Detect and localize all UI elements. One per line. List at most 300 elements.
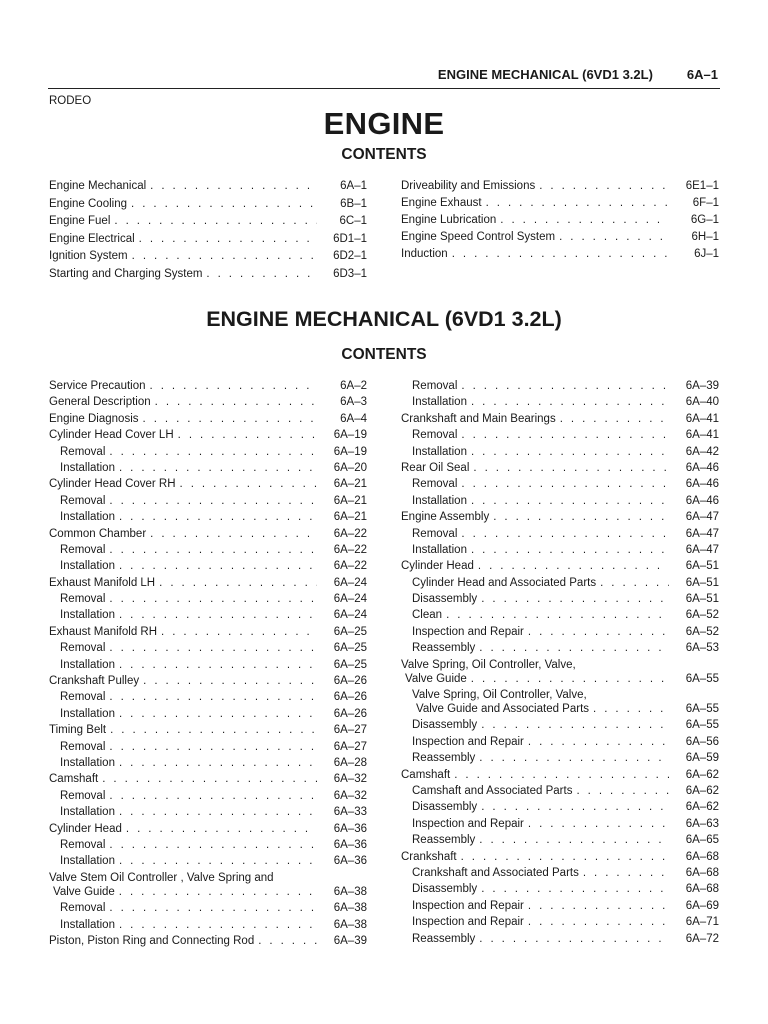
toc-leader-dots bbox=[122, 823, 317, 836]
toc-entry bbox=[49, 528, 367, 541]
toc-entry bbox=[49, 429, 367, 442]
toc-leader-dots bbox=[105, 642, 317, 655]
toc-entry-page: 6A–19 bbox=[333, 445, 367, 458]
toc-entry-label: Starting and Charging System bbox=[49, 267, 203, 280]
toc-entry-page: 6A–47 bbox=[685, 511, 719, 524]
toc-entry-label: Crankshaft bbox=[401, 850, 457, 863]
toc-leader-dots bbox=[139, 413, 317, 426]
toc-leader-dots bbox=[579, 867, 669, 880]
toc-entry-page: 6A–69 bbox=[685, 899, 719, 912]
toc-entry bbox=[49, 268, 367, 281]
toc-entry-label: Camshaft bbox=[49, 773, 99, 786]
toc-leader-dots bbox=[254, 935, 317, 948]
toc-entry bbox=[401, 933, 719, 946]
toc-entry-label: Valve Stem Oil Controller , Valve Spring and bbox=[49, 871, 274, 884]
toc-leader-dots bbox=[115, 757, 317, 770]
toc-entry-label: Cylinder Head bbox=[401, 560, 474, 573]
toc-leader-dots bbox=[146, 528, 317, 541]
toc-leader-dots bbox=[115, 919, 317, 932]
toc-entry-label: Camshaft and Associated Parts bbox=[412, 784, 573, 797]
toc-leader-dots bbox=[105, 544, 317, 557]
toc-leader-dots bbox=[555, 231, 669, 244]
toc-leader-dots bbox=[174, 429, 317, 442]
toc-entry-page: 6A–65 bbox=[685, 834, 719, 847]
toc-entry bbox=[49, 180, 367, 193]
toc-leader-dots bbox=[482, 197, 669, 210]
toc-leader-dots bbox=[524, 626, 669, 639]
toc-leader-dots bbox=[475, 752, 669, 765]
toc-entry bbox=[401, 867, 719, 880]
toc-entry bbox=[401, 626, 719, 639]
toc-entry bbox=[49, 839, 367, 852]
toc-entry-page: 6A–2 bbox=[340, 380, 367, 392]
toc-entry-label: Cylinder Head Cover RH bbox=[49, 478, 176, 491]
toc-entry-label: Installation bbox=[412, 445, 467, 458]
toc-entry-page: 6A–22 bbox=[333, 560, 367, 573]
toc-entry-page: 6A–55 bbox=[685, 719, 719, 732]
toc-leader-dots bbox=[98, 773, 317, 786]
toc-entry bbox=[49, 577, 367, 590]
toc-entry bbox=[401, 818, 719, 831]
toc-entry-page: 6A–22 bbox=[333, 527, 367, 540]
toc-leader-dots bbox=[477, 801, 669, 814]
toc-entry-label: Removal bbox=[60, 494, 106, 507]
toc-leader-dots bbox=[496, 214, 669, 227]
toc-entry-label: Crankshaft Pulley bbox=[49, 675, 140, 688]
toc-entry-page: 6A–55 bbox=[685, 672, 719, 685]
toc-entry-label: Disassembly bbox=[412, 801, 478, 814]
toc-leader-dots bbox=[442, 609, 669, 622]
toc-entry-label: Crankshaft and Main Bearings bbox=[401, 412, 556, 425]
toc-entry-page: 6D1–1 bbox=[333, 232, 367, 245]
toc-entry-label: Ignition System bbox=[49, 250, 128, 262]
toc-entry-label: Exhaust Manifold LH bbox=[49, 576, 156, 589]
toc-entry-label: Installation bbox=[412, 543, 467, 556]
toc-entry bbox=[49, 478, 367, 491]
toc-entry bbox=[49, 757, 367, 770]
toc-entry-page: 6B–1 bbox=[340, 197, 367, 210]
toc-entry-page: 6A–27 bbox=[333, 740, 367, 753]
toc-leader-dots bbox=[556, 413, 669, 426]
toc-entry bbox=[49, 919, 367, 932]
toc-entry-label: Inspection and Repair bbox=[412, 916, 524, 929]
toc-entry-page: 6A–24 bbox=[333, 576, 367, 589]
toc-entry-label: Engine Diagnosis bbox=[49, 412, 139, 425]
toc-entry-label: Installation bbox=[60, 461, 115, 474]
toc-leader-dots bbox=[477, 719, 669, 732]
toc-leader-dots bbox=[467, 396, 669, 409]
toc-entry-page: 6A–56 bbox=[685, 735, 719, 748]
subsection-title: ENGINE MECHANICAL (6VD1 3.2L) bbox=[206, 307, 562, 331]
toc-entry-page: 6A–3 bbox=[340, 396, 367, 409]
toc-leader-dots bbox=[110, 215, 317, 228]
toc-entry-page: 6A–36 bbox=[333, 838, 367, 851]
toc-entry bbox=[49, 215, 367, 228]
toc-entry bbox=[401, 413, 719, 426]
toc-entry bbox=[401, 560, 719, 573]
toc-entry-page: 6A–36 bbox=[333, 822, 367, 835]
toc-entry-page: 6A–25 bbox=[333, 658, 367, 671]
toc-entry-label: Valve Spring, Oil Controller, Valve, bbox=[412, 689, 587, 702]
toc-entry bbox=[401, 214, 719, 227]
toc-entry bbox=[401, 380, 719, 393]
toc-leader-dots bbox=[474, 560, 669, 573]
toc-leader-dots bbox=[105, 790, 317, 803]
toc-entry-page: 6A–38 bbox=[333, 918, 367, 931]
toc-entry-label: Valve Spring, Oil Controller, Valve, bbox=[401, 658, 576, 671]
toc-entry bbox=[401, 528, 719, 541]
toc-leader-dots bbox=[115, 609, 317, 622]
toc-entry bbox=[49, 198, 367, 211]
toc-entry-page: 6A–26 bbox=[333, 691, 367, 704]
toc-entry bbox=[49, 708, 367, 721]
toc-entry bbox=[49, 495, 367, 508]
mech-contents-left bbox=[49, 380, 367, 951]
toc-leader-dots bbox=[469, 462, 669, 475]
toc-entry-label: Installation bbox=[60, 560, 115, 573]
toc-entry-page: 6A–28 bbox=[333, 756, 367, 769]
toc-leader-dots bbox=[535, 180, 669, 193]
toc-entry-page: 6A–4 bbox=[340, 412, 367, 425]
toc-entry-label: Cylinder Head and Associated Parts bbox=[412, 576, 597, 589]
toc-entry bbox=[49, 855, 367, 868]
toc-entry-page: 6A–1 bbox=[340, 180, 367, 192]
toc-leader-dots bbox=[151, 396, 317, 409]
toc-leader-dots bbox=[457, 478, 669, 491]
toc-entry bbox=[49, 609, 367, 622]
toc-leader-dots bbox=[135, 233, 317, 246]
toc-entry bbox=[49, 396, 367, 409]
toc-entry-page: 6A–27 bbox=[333, 724, 367, 737]
toc-entry bbox=[401, 197, 719, 210]
toc-leader-dots bbox=[105, 691, 317, 704]
toc-entry-label: Removal bbox=[412, 429, 458, 442]
toc-entry-label: Removal bbox=[60, 691, 106, 704]
toc-entry-label: Installation bbox=[60, 609, 115, 622]
toc-entry-label: Driveability and Emissions bbox=[401, 180, 536, 192]
toc-entry-label: Removal bbox=[412, 478, 458, 491]
toc-leader-dots bbox=[115, 855, 317, 868]
toc-leader-dots bbox=[467, 446, 669, 459]
toc-leader-dots bbox=[105, 446, 317, 459]
toc-entry-page: 6D2–1 bbox=[333, 250, 367, 262]
toc-entry-label: Installation bbox=[412, 494, 467, 507]
toc-leader-dots bbox=[475, 933, 669, 946]
toc-leader-dots bbox=[105, 902, 317, 915]
toc-leader-dots bbox=[457, 429, 669, 442]
toc-entry-page: 6A–62 bbox=[685, 801, 719, 814]
toc-entry-label: Inspection and Repair bbox=[412, 817, 524, 830]
toc-leader-dots bbox=[146, 380, 317, 393]
toc-entry bbox=[49, 250, 367, 263]
toc-entry-label: Rear Oil Seal bbox=[401, 461, 470, 474]
toc-entry bbox=[401, 673, 719, 686]
toc-leader-dots bbox=[524, 736, 669, 749]
toc-leader-dots bbox=[477, 883, 669, 896]
toc-leader-dots bbox=[457, 528, 669, 541]
toc-entry bbox=[49, 413, 367, 426]
toc-entry bbox=[49, 593, 367, 606]
toc-leader-dots bbox=[457, 851, 669, 864]
toc-leader-dots bbox=[115, 886, 317, 899]
toc-leader-dots bbox=[127, 198, 317, 211]
toc-entry-label: Clean bbox=[412, 609, 443, 622]
toc-entry-page: 6A–46 bbox=[685, 494, 719, 507]
toc-entry-page: 6E1–1 bbox=[685, 180, 719, 192]
toc-entry bbox=[401, 752, 719, 765]
toc-entry bbox=[401, 446, 719, 459]
section-contents-label: CONTENTS bbox=[341, 146, 427, 163]
page-number: 6A–1 bbox=[686, 67, 718, 82]
toc-entry-page: 6A–41 bbox=[685, 429, 719, 442]
toc-entry-label: Reassembly bbox=[412, 752, 476, 765]
toc-entry bbox=[401, 736, 719, 749]
toc-entry-label: Induction bbox=[401, 248, 448, 260]
toc-entry-label: Removal bbox=[60, 902, 106, 915]
section-title: ENGINE bbox=[323, 106, 445, 141]
toc-entry bbox=[401, 180, 719, 193]
toc-entry-page: 6A–47 bbox=[685, 543, 719, 556]
toc-leader-dots bbox=[475, 834, 669, 847]
toc-entry-page: 6A–47 bbox=[685, 527, 719, 540]
toc-entry-label: Installation bbox=[412, 396, 467, 409]
toc-entry bbox=[401, 609, 719, 622]
toc-entry-label: Timing Belt bbox=[49, 724, 107, 737]
toc-entry bbox=[49, 380, 367, 393]
toc-entry-page: 6A–22 bbox=[333, 543, 367, 556]
toc-entry bbox=[49, 691, 367, 704]
toc-leader-dots bbox=[477, 593, 669, 606]
toc-leader-dots bbox=[115, 708, 317, 721]
toc-entry bbox=[401, 248, 719, 261]
toc-entry-label: Engine Fuel bbox=[49, 215, 111, 227]
toc-entry-label: Reassembly bbox=[412, 834, 476, 847]
toc-entry-page: 6A–72 bbox=[685, 932, 719, 945]
toc-leader-dots bbox=[524, 900, 669, 913]
toc-leader-dots bbox=[572, 785, 669, 798]
toc-entry bbox=[49, 823, 367, 836]
toc-entry bbox=[401, 769, 719, 782]
toc-entry-label: Removal bbox=[60, 838, 106, 851]
toc-entry-label: Common Chamber bbox=[49, 527, 147, 540]
toc-entry-page: 6F–1 bbox=[692, 197, 719, 209]
toc-entry-page: 6A–21 bbox=[333, 478, 367, 491]
engine-contents-right bbox=[401, 180, 719, 265]
toc-entry bbox=[401, 785, 719, 798]
engine-contents-left bbox=[49, 180, 367, 285]
toc-entry-label: Removal bbox=[412, 527, 458, 540]
toc-entry-page: 6C–1 bbox=[339, 215, 367, 227]
toc-entry-label: Engine Assembly bbox=[401, 511, 490, 524]
toc-entry-label: Removal bbox=[60, 642, 106, 655]
toc-leader-dots bbox=[467, 544, 669, 557]
toc-entry-page: 6A–71 bbox=[685, 916, 719, 929]
toc-entry-page: 6A–68 bbox=[685, 850, 719, 863]
toc-entry bbox=[401, 883, 719, 896]
toc-entry bbox=[401, 593, 719, 606]
toc-entry-page: 6A–20 bbox=[333, 461, 367, 474]
toc-leader-dots bbox=[115, 560, 317, 573]
toc-leader-dots bbox=[524, 818, 669, 831]
toc-leader-dots bbox=[155, 577, 317, 590]
toc-entry bbox=[49, 806, 367, 819]
toc-entry bbox=[401, 719, 719, 732]
toc-entry-page: 6A–21 bbox=[333, 511, 367, 524]
model-name: RODEO bbox=[49, 95, 92, 107]
toc-leader-dots bbox=[467, 495, 669, 508]
toc-leader-dots bbox=[115, 462, 317, 475]
toc-entry-page: 6A–46 bbox=[685, 478, 719, 491]
toc-entry-label: Installation bbox=[60, 855, 115, 868]
toc-entry-label: General Description bbox=[49, 396, 151, 409]
toc-entry-label: Installation bbox=[60, 918, 115, 931]
toc-entry-label: Cylinder Head Cover LH bbox=[49, 429, 174, 442]
toc-entry-label: Engine Speed Control System bbox=[401, 231, 556, 243]
toc-leader-dots bbox=[115, 659, 317, 672]
toc-entry-page: 6A–53 bbox=[685, 642, 719, 655]
toc-entry bbox=[49, 511, 367, 524]
toc-entry-label: Inspection and Repair bbox=[412, 625, 524, 638]
toc-entry-label: Installation bbox=[60, 806, 115, 819]
toc-entry-page: 6A–32 bbox=[333, 773, 367, 786]
toc-entry-label: Removal bbox=[60, 593, 106, 606]
toc-entry-page: 6A–42 bbox=[685, 445, 719, 458]
toc-entry-page: 6G–1 bbox=[690, 214, 719, 226]
toc-leader-dots bbox=[105, 495, 317, 508]
toc-entry bbox=[401, 231, 719, 244]
toc-leader-dots bbox=[139, 675, 317, 688]
toc-leader-dots bbox=[105, 741, 317, 754]
toc-entry bbox=[401, 900, 719, 913]
toc-entry bbox=[401, 396, 719, 409]
toc-entry-page: 6D3–1 bbox=[333, 267, 367, 280]
toc-entry-page: 6A–41 bbox=[685, 412, 719, 425]
toc-leader-dots bbox=[467, 673, 669, 686]
toc-entry bbox=[49, 935, 367, 948]
toc-leader-dots bbox=[157, 626, 317, 639]
toc-entry-page: 6A–52 bbox=[685, 625, 719, 638]
toc-entry-label: Valve Guide and Associated Parts bbox=[416, 703, 590, 716]
toc-leader-dots bbox=[105, 839, 317, 852]
toc-entry-label: Removal bbox=[60, 789, 106, 802]
toc-entry bbox=[49, 790, 367, 803]
toc-entry bbox=[49, 233, 367, 246]
toc-entry-page: 6A–26 bbox=[333, 707, 367, 720]
toc-entry-label: Installation bbox=[60, 658, 115, 671]
toc-entry-label: Removal bbox=[60, 543, 106, 556]
toc-entry bbox=[401, 544, 719, 557]
toc-entry-page: 6A–39 bbox=[685, 380, 719, 392]
toc-entry-label: Disassembly bbox=[412, 883, 478, 896]
toc-entry-label: Removal bbox=[60, 445, 106, 458]
toc-leader-dots bbox=[105, 593, 317, 606]
toc-entry-page: 6A–59 bbox=[685, 752, 719, 765]
mech-contents-right bbox=[401, 380, 719, 949]
toc-entry-label: Inspection and Repair bbox=[412, 735, 524, 748]
toc-leader-dots bbox=[115, 511, 317, 524]
toc-entry-page: 6A–40 bbox=[685, 396, 719, 409]
toc-entry bbox=[49, 446, 367, 459]
toc-entry-label: Inspection and Repair bbox=[412, 899, 524, 912]
toc-entry-page: 6A–46 bbox=[685, 461, 719, 474]
toc-leader-dots bbox=[115, 806, 317, 819]
toc-entry bbox=[49, 626, 367, 639]
toc-entry-page: 6A–33 bbox=[333, 806, 367, 819]
toc-entry bbox=[49, 560, 367, 573]
toc-entry-page: 6A–62 bbox=[685, 768, 719, 781]
toc-leader-dots bbox=[146, 180, 317, 193]
toc-leader-dots bbox=[475, 642, 669, 655]
toc-entry-page: 6A–26 bbox=[333, 675, 367, 688]
toc-entry bbox=[401, 916, 719, 929]
toc-entry bbox=[49, 544, 367, 557]
toc-entry-label: Installation bbox=[60, 511, 115, 524]
toc-entry-page: 6A–51 bbox=[685, 593, 719, 606]
toc-entry bbox=[401, 642, 719, 655]
toc-entry bbox=[401, 834, 719, 847]
toc-entry-label: Engine Exhaust bbox=[401, 197, 482, 209]
toc-entry bbox=[49, 872, 367, 885]
toc-leader-dots bbox=[524, 916, 669, 929]
toc-entry bbox=[401, 689, 719, 702]
toc-leader-dots bbox=[489, 511, 669, 524]
toc-entry-label: Valve Guide bbox=[405, 672, 467, 685]
toc-entry-label: Service Precaution bbox=[49, 380, 146, 392]
toc-entry-page: 6A–32 bbox=[333, 789, 367, 802]
toc-entry-label: Reassembly bbox=[412, 932, 476, 945]
toc-leader-dots bbox=[589, 703, 669, 716]
toc-entry-label: Reassembly bbox=[412, 642, 476, 655]
toc-leader-dots bbox=[128, 250, 317, 263]
running-header bbox=[438, 67, 718, 82]
toc-entry-page: 6A–62 bbox=[685, 784, 719, 797]
toc-entry-page: 6A–24 bbox=[333, 609, 367, 622]
toc-entry-page: 6A–24 bbox=[333, 593, 367, 606]
toc-leader-dots bbox=[202, 268, 317, 281]
toc-entry bbox=[401, 511, 719, 524]
toc-entry-label: Installation bbox=[60, 707, 115, 720]
toc-entry-page: 6A–68 bbox=[685, 866, 719, 879]
toc-leader-dots bbox=[176, 478, 317, 491]
toc-entry bbox=[49, 773, 367, 786]
toc-entry-label: Valve Guide bbox=[53, 885, 115, 898]
toc-entry-page: 6A–25 bbox=[333, 625, 367, 638]
toc-entry bbox=[49, 462, 367, 475]
toc-entry bbox=[49, 902, 367, 915]
toc-entry-label: Engine Mechanical bbox=[49, 180, 147, 192]
toc-leader-dots bbox=[448, 248, 669, 261]
toc-entry bbox=[49, 741, 367, 754]
toc-entry bbox=[49, 642, 367, 655]
toc-entry-page: 6A–19 bbox=[333, 429, 367, 442]
toc-entry bbox=[401, 478, 719, 491]
toc-entry bbox=[401, 495, 719, 508]
toc-entry-page: 6A–63 bbox=[685, 817, 719, 830]
toc-entry-label: Disassembly bbox=[412, 719, 478, 732]
toc-entry bbox=[401, 462, 719, 475]
toc-entry-page: 6A–68 bbox=[685, 883, 719, 896]
toc-entry-page: 6A–51 bbox=[685, 560, 719, 573]
toc-entry-label: Engine Cooling bbox=[49, 197, 128, 210]
toc-entry bbox=[401, 577, 719, 590]
toc-entry-page: 6A–39 bbox=[333, 934, 367, 947]
toc-entry bbox=[401, 703, 719, 716]
toc-entry-label: Engine Lubrication bbox=[401, 214, 497, 226]
toc-leader-dots bbox=[596, 577, 669, 590]
toc-entry-label: Crankshaft and Associated Parts bbox=[412, 866, 579, 879]
toc-entry-label: Camshaft bbox=[401, 768, 451, 781]
toc-entry bbox=[401, 429, 719, 442]
